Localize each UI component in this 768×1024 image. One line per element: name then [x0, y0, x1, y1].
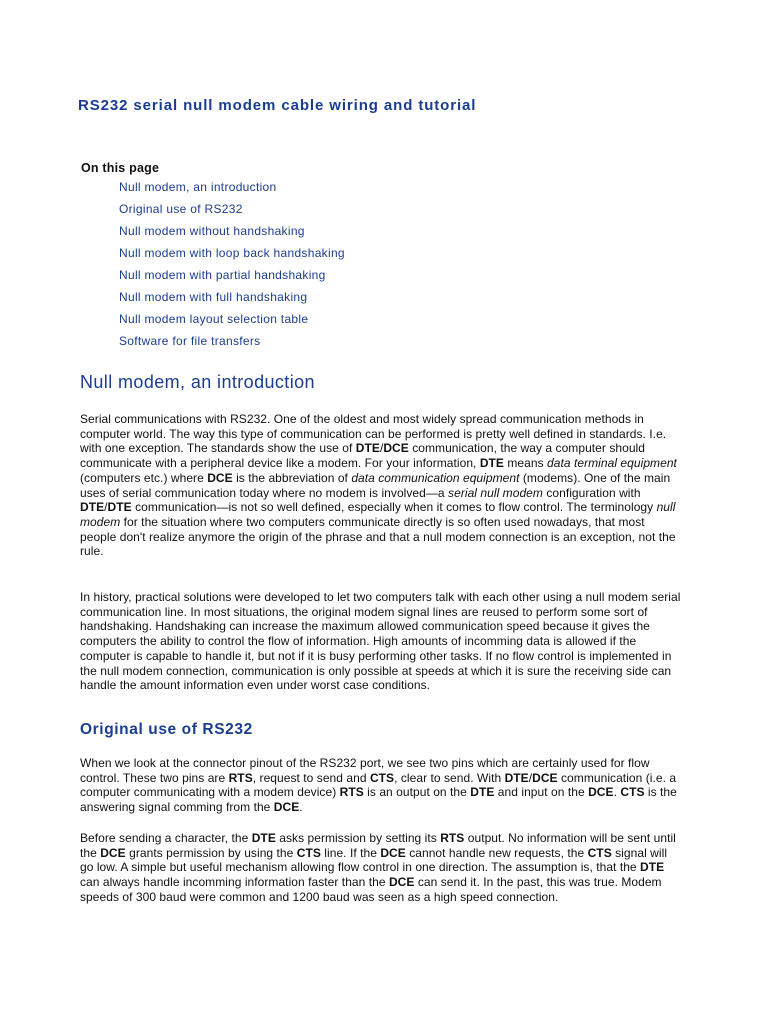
- section-heading-original-use: Original use of RS232: [80, 721, 253, 738]
- table-of-contents: [119, 179, 345, 355]
- toc-link-loop-back[interactable]: Null modem with loop back handshaking: [119, 246, 345, 260]
- paragraph-intro-1: Serial communications with RS232. One of the oldest and most widely spread communication methods in computer world. The way this type of communication can be performed is pretty well defined in standards. I.e. with one exception. The standards show the use of DTE/DCE communication, the way a computer should communicate with a peripheral device like a modem. For your information, DTE means data terminal equipment (computers etc.) where DCE is the abbreviation of data communication equipment (modems). One of the main uses of serial communication today where no modem is involved—a serial null modem configuration with DTE/DTE communication—is not so well defined, especially when it comes to flow control. The terminology null modem for the situation where two computers communicate directly is so often used nowadays, that most people don't realize anymore the origin of the phrase and that a null modem connection is an exception, not the rule.: [80, 412, 677, 559]
- page-title: RS232 serial null modem cable wiring and tutorial: [78, 97, 477, 114]
- paragraph-original-2: Before sending a character, the DTE asks permission by setting its RTS output. No information will be sent until the DCE grants permission by using the CTS line. If the DCE cannot handle new requests, the CTS signal will go low. A simple but useful mechanism allowing flow control in one direction. The assumption is, that the DTE can always handle incomming information faster than the DCE can send it. In the past, this was true. Modem speeds of 300 baud were common and 1200 baud was seen as a high speed connection.: [80, 831, 676, 904]
- toc-link-intro[interactable]: Null modem, an introduction: [119, 180, 277, 194]
- toc-heading: On this page: [81, 161, 160, 175]
- toc-link-no-handshaking[interactable]: Null modem without handshaking: [119, 224, 305, 238]
- paragraph-original-1: When we look at the connector pinout of the RS232 port, we see two pins which are certainly used for flow control. These two pins are RTS, request to send and CTS, clear to send. With DTE/DCE communication (i.e. a computer communicating with a modem device) RTS is an output on the DTE and input on the DCE. CTS is the answering signal comming from the DCE.: [80, 756, 677, 815]
- toc-link-selection-table[interactable]: Null modem layout selection table: [119, 312, 309, 326]
- toc-link-full-handshaking[interactable]: Null modem with full handshaking: [119, 290, 308, 304]
- toc-link-original-use[interactable]: Original use of RS232: [119, 202, 243, 216]
- toc-link-partial-handshaking[interactable]: Null modem with partial handshaking: [119, 268, 326, 282]
- section-heading-intro: Null modem, an introduction: [80, 372, 315, 392]
- paragraph-intro-2: In history, practical solutions were developed to let two computers talk with each other using a null modem serial communication line. In most situations, the original modem signal lines are reused to perform some sort of handshaking. Handshaking can increase the maximum allowed communication speed because it gives the computers the ability to control the flow of information. High amounts of incomming data is allowed if the computer is capable to handle it, but not if it is busy performing other tasks. If no flow control is implemented in the null modem connection, communication is only possible at speeds at which it is sure the receiving side can handle the amount information even under worst case conditions.: [80, 590, 681, 693]
- toc-link-software[interactable]: Software for file transfers: [119, 334, 261, 348]
